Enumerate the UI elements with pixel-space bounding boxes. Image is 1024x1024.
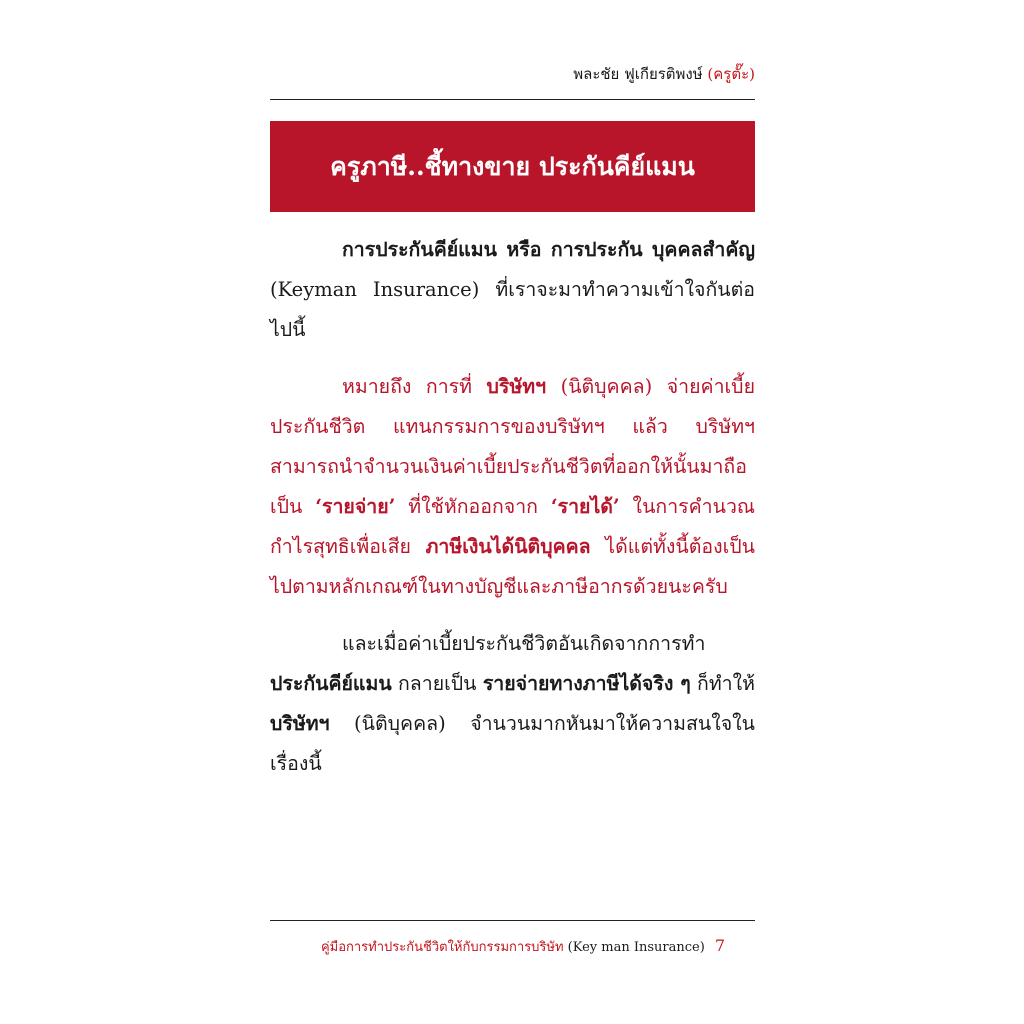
p3-bold-3: บริษัทฯ xyxy=(270,712,330,735)
author-nickname: (ครูตั๊ะ) xyxy=(707,65,755,83)
p2-text-2: (นิติบุคคล) จ่ายค่าเบี้ยประกันชีวิต แทนกรรมการของบริษัทฯ แล้ว บริษัทฯ สามารถนำจำนวนเงินค่าเบี้ยประกันชีวิตที่ออกให้นั้นมาถือเป็น xyxy=(270,375,755,518)
p2-text-4: ในการคำนวณกำไรสุทธิเพื่อเสีย xyxy=(270,495,755,558)
body-text xyxy=(270,230,755,801)
footer-book-title: คู่มือการทำประกันชีวิตให้กับกรรมการบริษัท xyxy=(320,940,564,955)
p1-bold-1: การประกันคีย์แมน หรือ การประกัน บุคคลสำคัญ xyxy=(342,238,755,261)
footer-divider xyxy=(270,920,755,921)
p3-bold-1: ประกันคีย์แมน xyxy=(270,672,392,695)
paragraph-3 xyxy=(270,624,755,784)
paragraph-2 xyxy=(270,367,755,607)
page-footer xyxy=(321,936,725,957)
book-page xyxy=(270,0,755,1024)
p3-text-4: (นิติบุคคล) จำนวนมากหันมาให้ความสนใจในเรื่องนี้ xyxy=(270,712,755,775)
author-name: พละชัย ฟูเกียรติพงษ์ xyxy=(573,65,703,83)
header-divider xyxy=(270,99,755,100)
title-banner xyxy=(270,121,755,212)
p2-text-5: ได้แต่ทั้งนี้ต้องเป็นไปตามหลักเกณฑ์ในทางบัญชีและภาษีอากรด้วยนะครับ xyxy=(270,535,755,598)
p2-text-3: ที่ใช้หักออกจาก xyxy=(395,495,551,518)
p3-text-2: กลายเป็น xyxy=(391,672,483,695)
p3-text-1: และเมื่อค่าเบี้ยประกันชีวิตอันเกิดจากการทำ xyxy=(342,632,706,655)
p3-bold-2: รายจ่ายทางภาษีได้จริง ๆ xyxy=(482,672,691,695)
p2-bold-4: ภาษีเงินได้นิติบุคคล xyxy=(425,535,591,558)
p2-bold-3: ‘รายได้’ xyxy=(550,495,620,518)
p2-bold-2: ‘รายจ่าย’ xyxy=(315,495,396,518)
footer-english-title: (Key man Insurance) xyxy=(563,940,705,955)
page-number: 7 xyxy=(714,936,725,955)
p2-text-1: หมายถึง การที่ xyxy=(342,375,487,398)
running-head xyxy=(573,62,755,86)
p3-text-3: ก็ทำให้ xyxy=(690,672,756,695)
p2-bold-1: บริษัทฯ xyxy=(486,375,547,398)
paragraph-1 xyxy=(270,230,755,350)
chapter-title: ครูภาษี..ชี้ทางขาย ประกันคีย์แมน xyxy=(330,151,695,181)
p1-text-1: (Keyman Insurance) ที่เราจะมาทำความเข้าใจกันต่อไปนี้ xyxy=(270,278,755,341)
